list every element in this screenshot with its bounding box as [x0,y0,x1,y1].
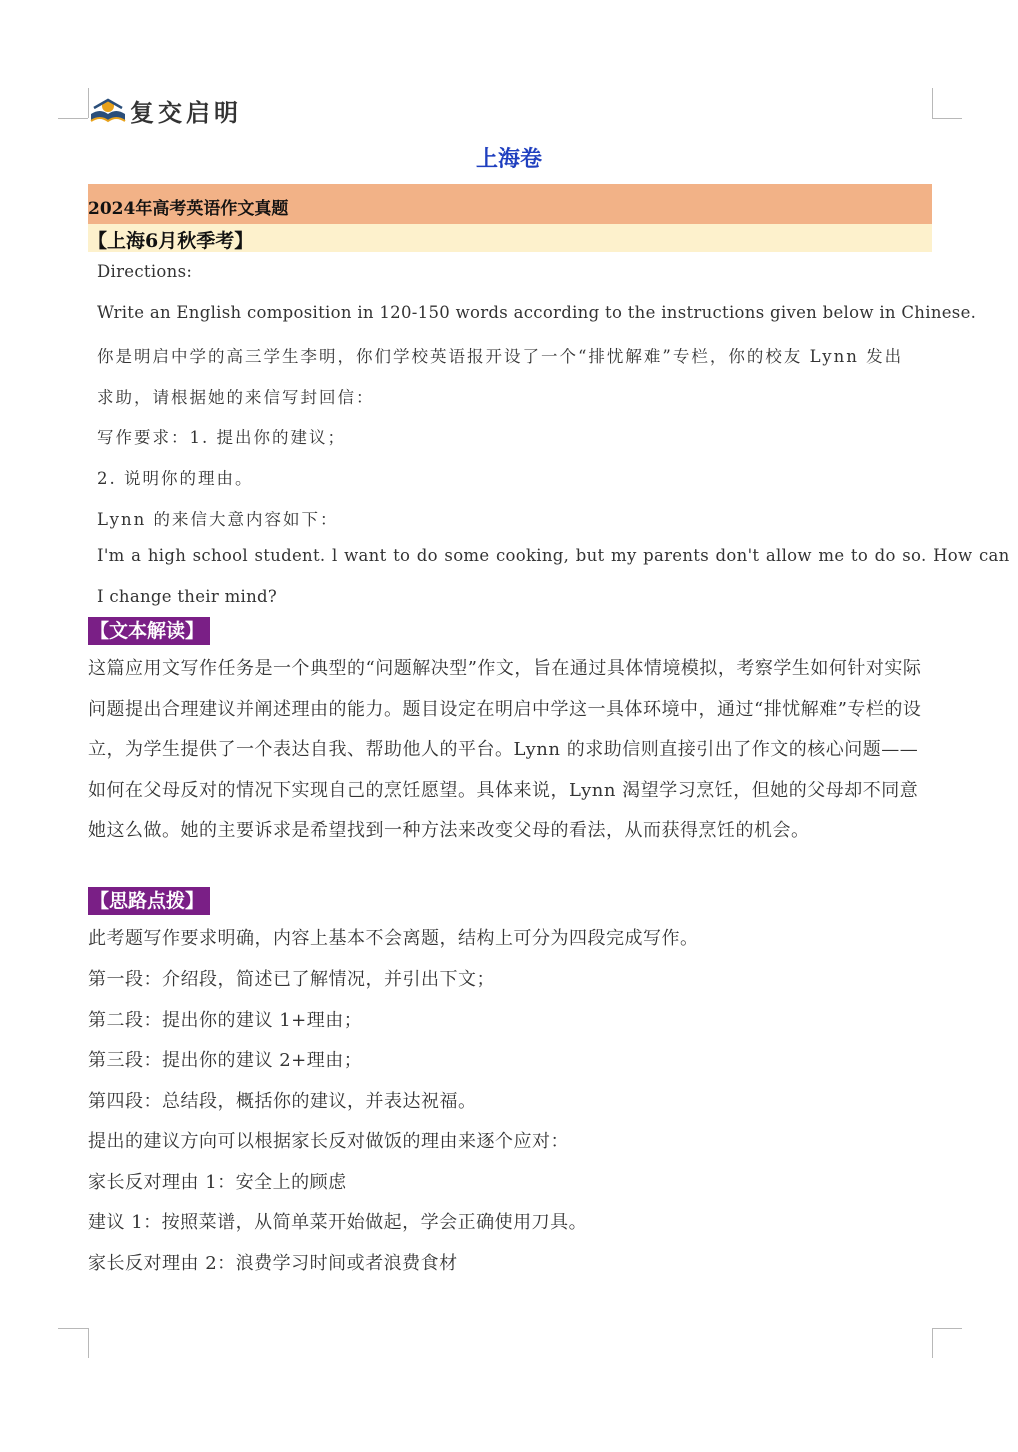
tips-line: 第四段：总结段，概括你的建议，并表达祝福。 [88,1091,477,1112]
tips-line: 第二段：提出你的建议 1+理由； [88,1010,363,1031]
analysis-line: 立，为学生提供了一个表达自我、帮助他人的平台。Lynn 的求助信则直接引出了作文的核心问题—— [88,739,919,760]
analysis-line: 这篇应用文写作任务是一个典型的“问题解决型”作文，旨在通过具体情境模拟，考察学生如何针对实际 [88,658,922,679]
tips-line: 第三段：提出你的建议 2+理由； [88,1050,363,1071]
page-title: 上海卷 [475,146,542,172]
exam-banner-text: 2024年高考英语作文真题 [88,199,289,219]
exam-subbanner-text: 【上海6月秋季考】 [88,230,254,252]
crop-mark-br-h [932,1328,962,1329]
section-tag-writing-tips: 【思路点拨】 [88,887,210,915]
tips-line: 建议 1：按照菜谱，从简单菜开始做起，学会正确使用刀具。 [88,1212,588,1233]
question-line: I'm a high school student. l want to do some cooking, but my parents don't allow me to do so. How can [97,546,1010,565]
tips-line: 此考题写作要求明确，内容上基本不会离题，结构上可分为四段完成写作。 [88,928,699,949]
tips-line: 家长反对理由 2：浪费学习时间或者浪费食材 [88,1253,458,1274]
question-line: 写作要求：1. 提出你的建议； [97,428,346,447]
logo-text: 复交启明 [130,97,242,127]
crop-mark-br-v [932,1328,933,1358]
question-line: Lynn 的来信大意内容如下： [97,510,339,529]
crop-mark-bl-v [88,1328,89,1358]
crop-mark-tr-h [932,118,962,119]
question-line: 2. 说明你的理由。 [97,469,254,488]
exam-subbanner [88,224,932,252]
header-logo [88,93,242,127]
tips-line: 家长反对理由 1：安全上的顾虑 [88,1172,347,1193]
analysis-line: 如何在父母反对的情况下实现自己的烹饪愿望。具体来说，Lynn 渴望学习烹饪，但她的父母却不同意 [88,780,919,801]
crop-mark-tl-h [58,118,88,119]
analysis-line: 她这么做。她的主要诉求是希望找到一种方法来改变父母的看法，从而获得烹饪的机会。 [88,820,810,841]
crop-mark-bl-h [58,1328,88,1329]
book-sun-icon [88,94,128,126]
tips-line: 第一段：介绍段，简述已了解情况，并引出下文； [88,969,495,990]
section-tag-text-analysis: 【文本解读】 [88,617,210,645]
question-line: Directions: [97,262,193,281]
exam-banner [88,184,932,224]
question-line: 求助，请根据她的来信写封回信： [97,388,375,407]
question-line: 你是明启中学的高三学生李明，你们学校英语报开设了一个“排忧解难”专栏，你的校友 Lynn 发出 [97,347,904,366]
tips-line: 提出的建议方向可以根据家长反对做饭的理由来逐个应对： [88,1131,569,1152]
analysis-line: 问题提出合理建议并阐述理由的能力。题目设定在明启中学这一具体环境中，通过“排忧解难”专栏的设 [88,699,922,720]
question-line: I change their mind? [97,587,278,606]
crop-mark-tr-v [932,88,933,118]
question-line: Write an English composition in 120-150 words according to the instructions given below in Chinese. [97,303,977,322]
